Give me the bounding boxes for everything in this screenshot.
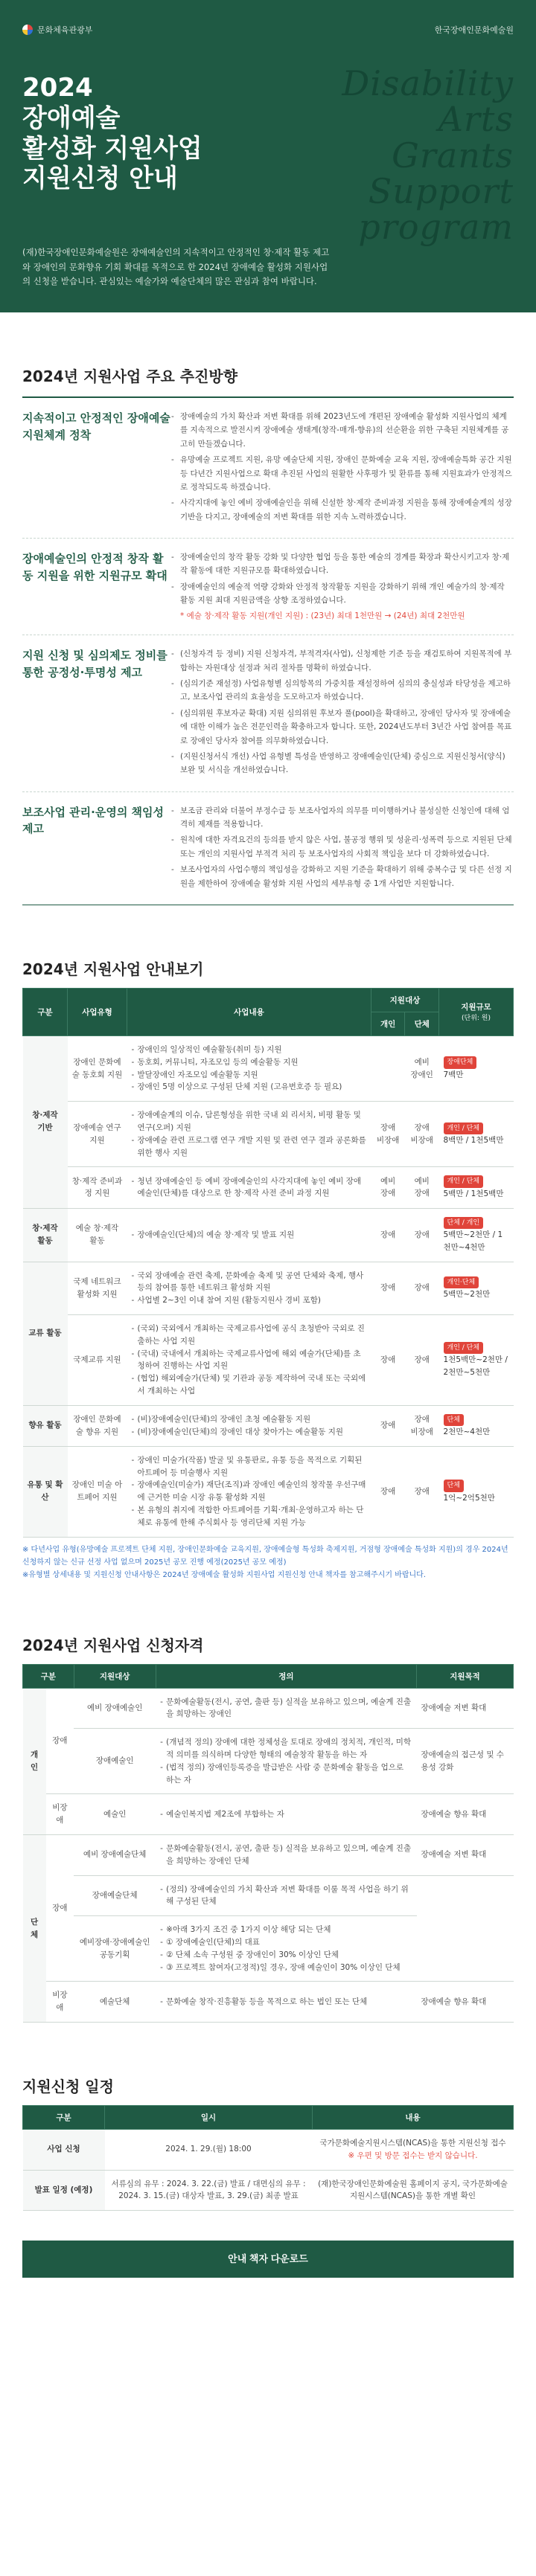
program-target-individual: 장애 [371, 1208, 405, 1262]
program-content-line: - (국내) 국내에서 개최하는 국제교류사업에 해외 예술가(단체)를 초청하여 진행하는 사업 지원 [132, 1348, 367, 1373]
program-target-individual [371, 1035, 405, 1101]
program-scale [439, 1035, 514, 1101]
program-content [127, 1262, 371, 1314]
program-content-line: - 장애예술 관련 프로그램 연구 개발 지원 및 관련 연구 결과 공론화를 위한 행사 지원 [132, 1134, 367, 1160]
direction-block [22, 635, 514, 791]
program-target-group: 예비 장애인 [405, 1035, 439, 1101]
eligibility-target: 예술인 [74, 1794, 156, 1835]
eligibility-definition [156, 1982, 416, 2023]
col-group: 단체 [405, 1012, 439, 1035]
program-content-line: - (협업) 해외예술가(단체) 및 기관과 공동 제작하여 국내 또는 국외에서 개최하는 사업 [132, 1372, 367, 1398]
program-target-individual: 장애 [371, 1446, 405, 1537]
program-type: 장애인 문화예술 동호회 지원 [68, 1035, 127, 1101]
program-content-line: - 장애인 5명 이상으로 구성된 단체 지원 (고유번호증 등 필요) [132, 1081, 367, 1093]
direction-block [22, 792, 514, 905]
program-content [127, 1446, 371, 1537]
program-content [127, 1208, 371, 1262]
eligibility-title: 2024년 지원사업 신청자격 [22, 1636, 204, 1654]
schedule-date: 서류심의 유무 : 2024. 3. 22.(금) 발표 / 대면심의 유무 : 2024. 3. 15.(금) 대상자 발표, 3. 29.(금) 최종 발표 [105, 2170, 313, 2211]
schedule-content-note: ※ 우편 및 방문 접수는 받지 않습니다. [348, 2151, 478, 2160]
direction-heading: 지속적이고 안정적인 장애예술 지원체계 정착 [22, 411, 170, 442]
program-type: 창·제작 준비과정 지원 [68, 1167, 127, 1208]
program-row [23, 1262, 514, 1314]
program-type: 국제 네트워크 활성화 지원 [68, 1262, 127, 1314]
program-target-individual: 예비 장애 [371, 1167, 405, 1208]
program-content-line: - 발달장애인 자조모임 예술활동 지원 [132, 1069, 367, 1082]
direction-bullet: - 보조금 관리와 더불어 부정수급 등 보조사업자의 의무를 미이행하거나 불성실한 신청인에 대해 엄격히 제재를 적용합니다. [171, 804, 514, 832]
direction-bullet: - 장애예술인의 창작 활동 강화 및 다양한 협업 등을 통한 예술의 경계를 확장과 확산시키고자 창·제작 활동에 대한 지원규모를 확대하였습니다. [171, 550, 514, 578]
sched-col-category: 구분 [23, 2106, 105, 2130]
program-target-group: 장애 [405, 1314, 439, 1405]
eligibility-definition [156, 1916, 416, 1982]
scale-badge: 장애단체 [444, 1056, 477, 1068]
scale-badge: 단체 [444, 1480, 464, 1491]
program-row [23, 1208, 514, 1262]
program-row [23, 1314, 514, 1405]
ministry-emblem-icon [22, 25, 33, 35]
eligibility-definition [156, 1835, 416, 1876]
elig-col-target: 지원대상 [74, 1664, 156, 1688]
eligibility-purpose: 장애예술 저변 확대 [417, 1835, 514, 1876]
eligibility-definition-line: - 문화예술활동(전시, 공연, 출판 등) 실적을 보유하고 있으며, 예술계 진출을 희망하는 장애인 [160, 1696, 412, 1721]
program-content [127, 1167, 371, 1208]
eligibility-purpose: 장애예술 향유 확대 [417, 1982, 514, 2023]
program-scale [439, 1446, 514, 1537]
elig-col-category: 구분 [23, 1664, 74, 1688]
col-target: 지원대상 [371, 988, 438, 1012]
eligibility-subcategory: 장애 [46, 1688, 74, 1794]
directions-list [22, 398, 514, 905]
direction-heading: 장애예술인의 안정적 창작 활동 지원을 위한 지원규모 확대 [22, 552, 168, 582]
direction-bullet: - (심의기준 재설정) 사업유형별 심의항목의 가중치를 재설정하여 심의의 충실성과 타당성을 제고하고, 보조사업 관리의 효율성을 도모하고자 하였습니다. [171, 677, 514, 704]
program-scale [439, 1405, 514, 1446]
program-content [127, 1314, 371, 1405]
direction-bullets [171, 804, 514, 893]
direction-bullet: - 사각지대에 놓인 예비 장애예술인을 위해 신설한 창·제작 준비과정 지원을 통해 장애예술계의 성장기반을 다지고, 장애예술의 저변 확대를 위한 지속 노력하겠습니다. [171, 496, 514, 524]
program-content-line: - 본 유형의 취지에 적합한 아트페어를 기획·개최·운영하고자 하는 단체로 유통에 한해 주식회사 등 영리단체 지원 가능 [132, 1504, 367, 1529]
hero-banner [0, 0, 536, 312]
program-target-group: 장애 비장애 [405, 1405, 439, 1446]
scale-badge: 단체 [444, 1414, 464, 1426]
eligibility-purpose: 장애예술 향유 확대 [417, 1794, 514, 1835]
schedule-category: 사업 신청 [23, 2130, 105, 2171]
schedule-table [22, 2105, 514, 2211]
ministry-logo [22, 24, 92, 36]
program-content-line: - 장애인의 일상적인 예술활동(취미 등) 지원 [132, 1044, 367, 1056]
program-target-group: 장애 [405, 1262, 439, 1314]
eligibility-row [23, 1875, 514, 1916]
program-content-line: - (비)장애예술인(단체)의 장애인 대상 찾아가는 예술활동 지원 [132, 1426, 367, 1439]
sched-col-content: 내용 [313, 2106, 514, 2130]
program-content-line: - 장애예술계의 이슈, 담론형성을 위한 국내 외 리서치, 비평 활동 및 연구(오퍼) 지원 [132, 1109, 367, 1134]
direction-block [22, 539, 514, 635]
program-content-line: - 장애예술인(미술가) 재단(조직)과 장애인 예술인의 창작물 우선구매에 근거한 미술 시장 유통 활성화 지원 [132, 1479, 367, 1504]
direction-bullet: - 보조사업자의 사업수행의 책임성을 강화하고 지원 기준을 확대하기 위해 중복수급 및 다른 선정 지원을 제한하여 장애예술 활성화 지원 사업의 세부유형 중 1개 사업만 지원합니다. [171, 863, 514, 890]
program-category: 향유 활동 [23, 1405, 68, 1446]
eligibility-category: 개인 [23, 1688, 46, 1834]
eligibility-target: 장애예술단체 [74, 1875, 156, 1916]
eligibility-definition [156, 1729, 416, 1794]
scale-amount: 1천5백만~2천만 / 2천만~5천만 [443, 1355, 508, 1377]
eligibility-subcategory: 장애 [46, 1835, 74, 1982]
program-target-individual: 장애 [371, 1262, 405, 1314]
eligibility-row [23, 1794, 514, 1835]
eligibility-subcategory: 비장애 [46, 1794, 74, 1835]
col-scale: 지원규모 (단위: 원) [439, 988, 514, 1035]
schedule-content [313, 2130, 514, 2171]
eligibility-definition-line: - ③ 프로젝트 참여자(고정적)일 경우, 장애 예술인이 30% 이상인 단체 [160, 1962, 412, 1974]
col-content: 사업내용 [127, 988, 371, 1035]
program-target-individual: 장애 비장애 [371, 1102, 405, 1167]
program-row [23, 1405, 514, 1446]
eligibility-target: 예술단체 [74, 1982, 156, 2023]
direction-bullets [171, 647, 514, 779]
program-scale [439, 1167, 514, 1208]
eligibility-definition-line: - ※아래 3가지 조건 중 1가지 이상 해당 되는 단체 [160, 1924, 412, 1936]
scale-amount: 5백만~2천만 / 1천만~4천만 [443, 1230, 503, 1252]
eligibility-definition [156, 1688, 416, 1729]
eligibility-row [23, 1688, 514, 1729]
program-type: 예술 창·제작 활동 [68, 1208, 127, 1262]
program-scale [439, 1314, 514, 1405]
col-type: 사업유형 [68, 988, 127, 1035]
program-content [127, 1035, 371, 1101]
programs-title: 2024년 지원사업 안내보기 [22, 960, 204, 978]
sched-col-date: 일시 [105, 2106, 313, 2130]
program-content-line: - 장애인 미술가(작품) 발굴 및 유통판로, 유통 등을 목적으로 기획된 아트페어 등 미술행사 지원 [132, 1454, 367, 1480]
page-title: 2024 장애예술 활성화 지원사업 지원신청 안내 [22, 73, 202, 194]
schedule-content-text: (재)한국장애인문화예술원 홈페이지 공지, 국가문화예술지원시스템(NCAS)을 통한 개별 확인 [318, 2179, 508, 2201]
direction-bullet: - 장애예술의 가치 확산과 저변 확대를 위해 2023년도에 개편된 장애예술 활성화 지원사업의 체계를 지속적으로 발전시켜 장애예술 생태계(창작-매개-향유)의 선순환을 위한 구축된 지원체계를 공고히 만들겠습니다. [171, 410, 514, 451]
eligibility-definition-line: - 문화예술 창작·진흥활동 등을 목적으로 하는 법인 또는 단체 [160, 1996, 412, 2008]
schedule-content [313, 2170, 514, 2211]
programs-footnotes: ※ 다년사업 유형(유망예술 프로젝트 단체 지원, 장애인문화예술 교육지원, 장애예술형 특성화 축제지원, 거점형 장애예술 특성화 지원)의 경우 2024년 신청하지 않는 신규 선정 사업 없으며 2025년 공모 진행 예정(2025년 공모 예정) ※유형별 상세내용 및 지원신청 안내사항은 2024년 장애예술 활성화 지원사업 지원신청 안내 책자를 참고해주시기 바랍니다. [22, 1545, 508, 1579]
direction-heading: 지원 신청 및 심의제도 정비를 통한 공정성·투명성 제고 [22, 649, 168, 679]
schedule-date: 2024. 1. 29.(월) 18:00 [105, 2130, 313, 2171]
intro-text: (재)한국장애인문화예술원은 장애예술인의 지속적이고 안정적인 창·제작 활동 제고와 장애인의 문화향유 기회 확대를 목적으로 한 2024년 장애예술 활성화 지원사업의 신청을 받습니다. 관심있는 예술가와 예술단체의 많은 관심과 참여 바랍니다. [22, 247, 330, 287]
program-category: 교류 활동 [23, 1262, 68, 1405]
program-row [23, 1035, 514, 1101]
program-type: 국제교류 지원 [68, 1314, 127, 1405]
direction-bullet: - (심의위원 후보자군 확대) 지원 심의위원 후보자 풀(pool)을 확대하고, 장애인 당사자 및 장애예술에 대한 이해가 높은 전문인력을 확충하고자 합니다. 또한, 2024년도부터 3년간 사업 참여를 목표로 장애인 당사자 참여를 의무화하였습니다. [171, 707, 514, 748]
eligibility-purpose: 장애예술의 접근성 및 수용성 강화 [417, 1729, 514, 1794]
eligibility-definition [156, 1875, 416, 1916]
programs-section [0, 905, 536, 1581]
eligibility-subcategory: 비장애 [46, 1982, 74, 2023]
direction-bullet: - 원칙에 대한 자격요건의 등의를 받지 않은 사업, 불공정 행위 및 성윤리·성폭력 등으로 지원된 단체 또는 개인의 지원사업 부적격 처리 등 보조사업자의 사회적 책임을 보다 더 강화하였습니다. [171, 833, 514, 861]
col-category: 구분 [23, 988, 68, 1035]
schedule-title: 지원신청 일정 [22, 2078, 114, 2095]
direction-bullet: - (지원신청서식 개선) 사업 유형별 특성을 반영하고 장애예술인(단체) 중심으로 지원신청서(양식) 보완 및 서식을 개선하였습니다. [171, 750, 514, 777]
program-content-line: - 사업별 2~3인 이내 참여 지원 (활동지원사 경비 포함) [132, 1294, 367, 1307]
program-content-line: - (비)장애예술인(단체)의 장애인 초청 예술활동 지원 [132, 1413, 367, 1426]
eligibility-definition [156, 1794, 416, 1835]
eligibility-row [23, 1835, 514, 1876]
scale-badge: 개인 / 단체 [444, 1342, 484, 1354]
direction-note: * 예술 창·제작 활동 지원(개인 지원) : (23년) 최대 1천만원 → (24년) 최대 2천만원 [180, 611, 465, 620]
eligibility-definition-line: - (정의) 장애예술인의 가치 확산과 저변 확대를 이룰 목적 사업을 하기 위해 구성된 단체 [160, 1883, 412, 1909]
schedule-row [23, 2170, 514, 2211]
program-content [127, 1405, 371, 1446]
scale-amount: 2천만~4천만 [443, 1427, 491, 1437]
schedule-content-text: 국가문화예술지원시스템(NCAS)을 통한 지원신청 접수 [319, 2139, 506, 2148]
program-scale [439, 1262, 514, 1314]
direction-bullets [171, 550, 514, 623]
eligibility-target: 장애예술인 [74, 1729, 156, 1794]
download-guide-button[interactable]: 안내 책자 다운로드 [22, 2241, 514, 2278]
eligibility-definition-line: - 문화예술활동(전시, 공연, 출판 등) 실적을 보유하고 있으며, 예술계 진출을 희망하는 장애인 단체 [160, 1843, 412, 1868]
schedule-section [0, 2023, 536, 2278]
schedule-row [23, 2130, 514, 2171]
eligibility-definition-line: - (법적 정의) 장애인등록증을 발급받은 사람 중 문화예술 활동을 업으로 하는 자 [160, 1761, 412, 1787]
scale-badge: 개인 / 단체 [444, 1175, 484, 1187]
program-target-group: 장애 비장애 [405, 1102, 439, 1167]
program-content-line: - 청년 장애예술인 등 예비 장애예술인의 사각지대에 놓인 예비 장애예술인(단체)를 대상으로 한 창·제작 사전 준비 과정 지원 [132, 1175, 367, 1201]
eligibility-target: 예비장애·장애예술인 공동기획 [74, 1916, 156, 1982]
scale-badge: 단체 / 개인 [444, 1217, 484, 1229]
ministry-name: 문화체육관광부 [37, 25, 93, 35]
schedule-category: 발표 일정 (예정) [23, 2170, 105, 2211]
decorative-title: Disability Arts Grants Support program [342, 63, 514, 248]
eligibility-category: 단체 [23, 1835, 46, 2023]
eligibility-definition-line: - (개념적 정의) 장애에 대한 정체성을 토대로 장애의 정치적, 개인적, 미학적 의미를 의식하며 다양한 형태의 예술창작 활동을 하는 자 [160, 1736, 412, 1761]
directions-title: 2024년 지원사업 주요 추진방향 [22, 312, 514, 398]
eligibility-row [23, 1729, 514, 1794]
program-type: 장애인 문화예술 향유 지원 [68, 1405, 127, 1446]
program-target-group: 장애 [405, 1446, 439, 1537]
eligibility-target: 예비 장애예술인 [74, 1688, 156, 1729]
program-category: 창·제작 활동 [23, 1208, 68, 1262]
eligibility-purpose [417, 1875, 514, 1982]
program-target-group: 예비 장애 [405, 1167, 439, 1208]
eligibility-row [23, 1982, 514, 2023]
scale-amount: 5백만 / 1천5백만 [443, 1189, 504, 1198]
program-target-individual: 장애 [371, 1314, 405, 1405]
elig-col-purpose: 지원목적 [417, 1664, 514, 1688]
program-scale [439, 1208, 514, 1262]
program-row [23, 1167, 514, 1208]
eligibility-target: 예비 장애예술단체 [74, 1835, 156, 1876]
scale-amount: 5백만~2천만 [443, 1290, 491, 1299]
org-logo: 한국장애인문화예술원 [434, 25, 514, 35]
direction-bullet: - 장애예술인의 예술적 역량 강화와 안정적 창작활동 지원을 강화하기 위해 개인 예술가의 창·제작 활동 지원 최대 지원금액을 상향 조정하였습니다. [171, 580, 514, 608]
scale-badge: 개인 / 단체 [444, 1122, 484, 1134]
program-target-individual: 장애 [371, 1405, 405, 1446]
program-content [127, 1102, 371, 1167]
program-content-line: - (국외) 국외에서 개최하는 국제교류사업에 공식 초청받아 국외로 진출하는 사업 지원 [132, 1323, 367, 1348]
scale-amount: 1억~2억5천만 [443, 1493, 495, 1503]
scale-badge: 개인·단체 [444, 1276, 479, 1288]
program-row [23, 1102, 514, 1167]
elig-col-definition: 정의 [156, 1664, 416, 1688]
eligibility-definition-line: - 예술인복지법 제2조에 부합하는 자 [160, 1808, 412, 1821]
program-scale [439, 1102, 514, 1167]
eligibility-definition-line: - ② 단체 소속 구성원 중 장애인이 30% 이상인 단체 [160, 1949, 412, 1962]
program-category: 창·제작 기반 [23, 1035, 68, 1208]
direction-bullets [171, 410, 514, 526]
program-type: 장애인 미술 아트페어 지원 [68, 1446, 127, 1537]
direction-block [22, 398, 514, 539]
program-content-line: - 동호회, 커뮤니티, 자조모임 등의 예술활동 지원 [132, 1056, 367, 1069]
eligibility-table [22, 1664, 514, 2023]
scale-amount: 7백만 [443, 1070, 464, 1079]
col-individual: 개인 [371, 1012, 405, 1035]
directions-section [0, 312, 536, 905]
program-content-line: - 장애예술인(단체)의 예술 창·제작 및 발표 지원 [132, 1229, 367, 1242]
eligibility-purpose: 장애예술 저변 확대 [417, 1688, 514, 1729]
eligibility-definition-line: - ① 장애예술인(단체)의 대표 [160, 1936, 412, 1949]
program-target-group: 장애 [405, 1208, 439, 1262]
direction-heading: 보조사업 관리·운영의 책임성 제고 [22, 805, 165, 836]
program-type: 장애예술 연구 지원 [68, 1102, 127, 1167]
direction-bullet: - (신청자격 등 정비) 지원 신청자격, 부적격자(사업), 신청제한 기준 등을 재검토하여 지원목적에 부합하는 자원대상 설정과 처리 절차를 명확히 하였습니다. [171, 647, 514, 675]
eligibility-section [0, 1581, 536, 2023]
program-content-line: - 국외 장애예술 관련 축제, 문화예술 축제 및 공연 단체와 축제, 행사 등의 참여를 통한 네트워크 활성화 지원 [132, 1270, 367, 1295]
scale-amount: 8백만 / 1천5백만 [443, 1136, 504, 1146]
program-category: 유통 및 확산 [23, 1446, 68, 1537]
hero-topbar [22, 21, 514, 39]
program-row [23, 1446, 514, 1537]
direction-bullet: - 유망예술 프로젝트 지원, 유망 예술단체 지원, 장애인 문화예술 교육 지원, 장애예술특화 공간 지원 등 다년간 지원사업으로 확대 추진된 사업의 원활한 사후평가 및 환류를 통해 지원효과가 안정적으로 정착되도록 하겠습니다. [171, 453, 514, 494]
programs-table [22, 988, 514, 1538]
